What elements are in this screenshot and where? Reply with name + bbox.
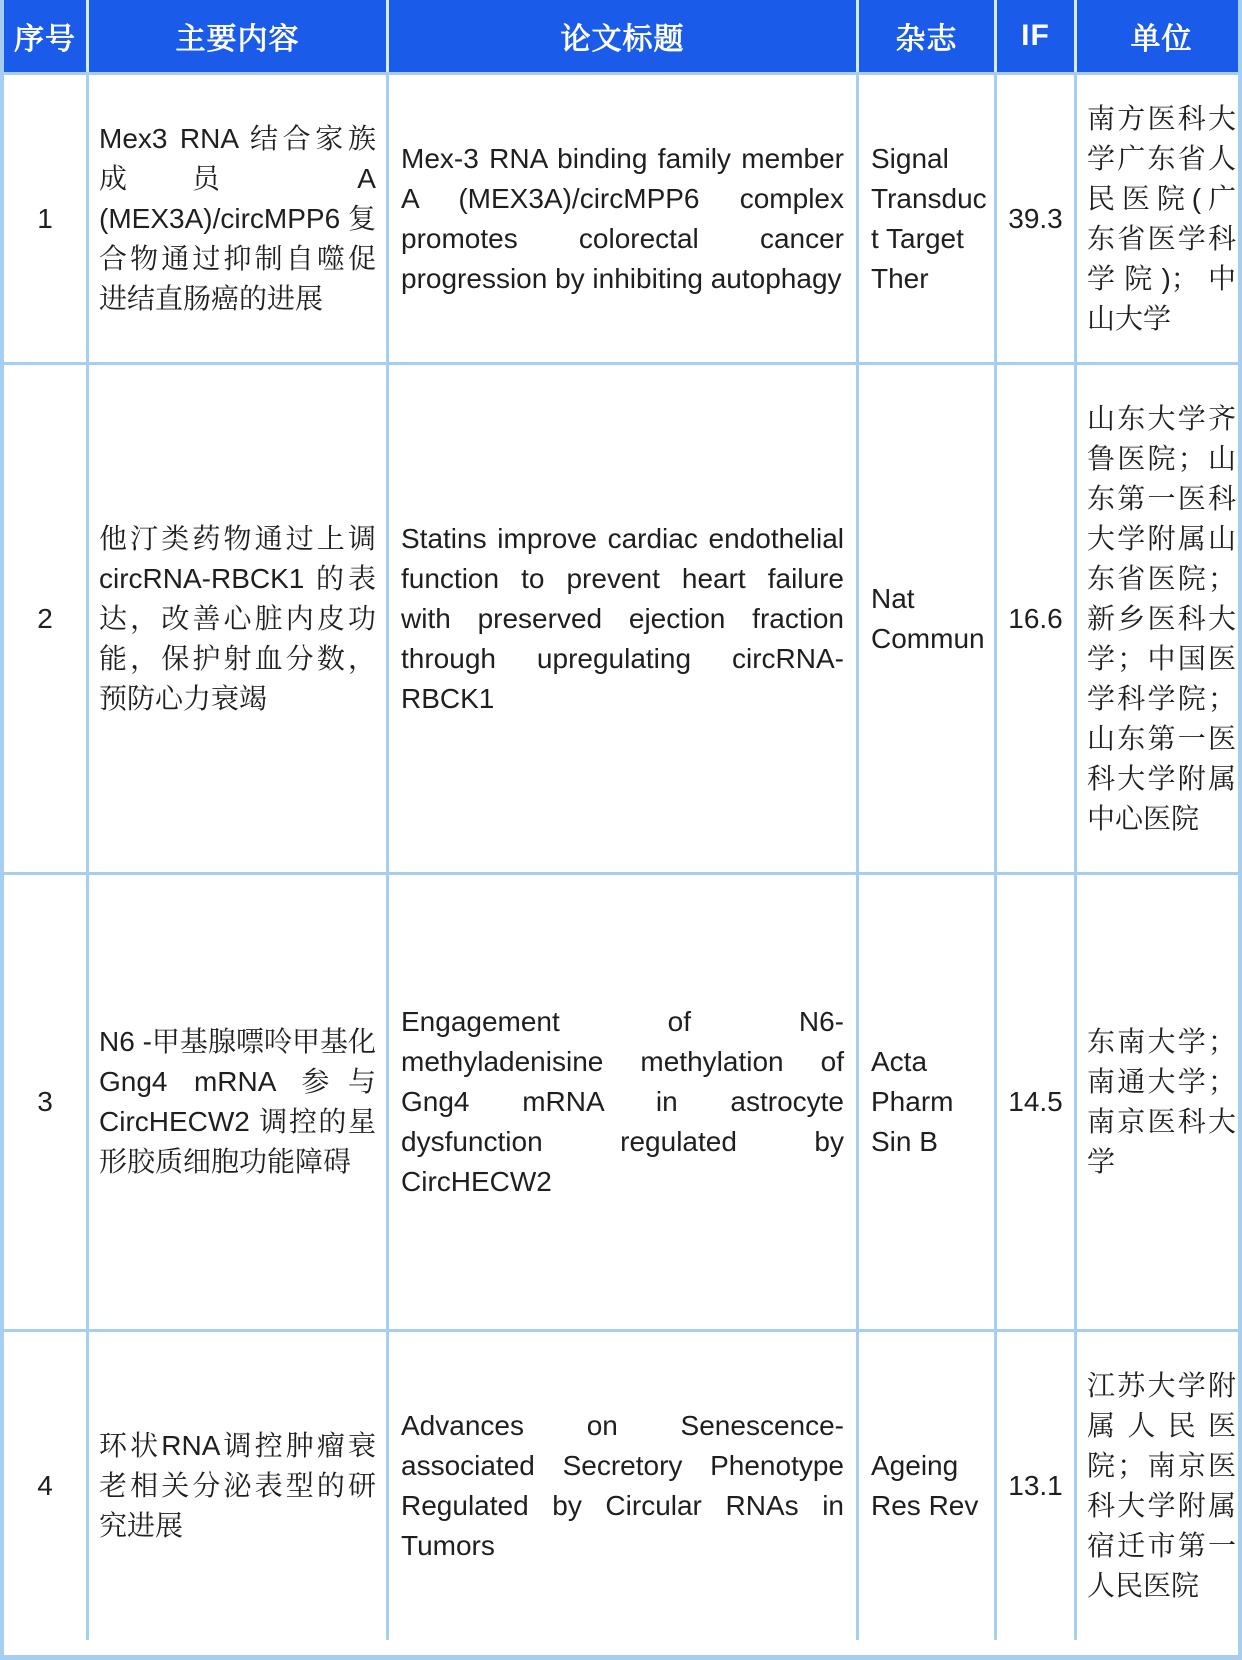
cell-index: 3 [4, 872, 89, 1329]
cell-journal: Ageing Res Rev [859, 1329, 997, 1640]
table-row [4, 72, 1242, 362]
col-header-affiliation: 单位 [1077, 0, 1242, 72]
col-header-title: 论文标题 [389, 0, 859, 72]
cell-affiliation: 南方医科大学广东省人民医院(广东省医学科学院)；中山大学 [1077, 72, 1242, 362]
cell-paper-title: Advances on Senescence-associated Secretory Phenotype Regulated by Circular RNAs in Tumors [389, 1329, 859, 1640]
papers-table [4, 0, 1242, 1640]
cell-affiliation: 江苏大学附属人民医院；南京医科大学附属宿迁市第一人民医院 [1077, 1329, 1242, 1640]
cell-journal: Signal Transduct Target Ther [859, 72, 997, 362]
cell-paper-title: Statins improve cardiac endothelial function to prevent heart failure with preserved ejection fraction through upregulating circRNA-RBCK1 [389, 362, 859, 872]
table-row [4, 362, 1242, 872]
cell-index: 1 [4, 72, 89, 362]
cell-affiliation: 山东大学齐鲁医院；山东第一医科大学附属山东省医院；新乡医科大学；中国医学科学院；山东第一医科大学附属中心医院 [1077, 362, 1242, 872]
col-header-content: 主要内容 [89, 0, 389, 72]
cell-content-cn: 环状RNA调控肿瘤衰老相关分泌表型的研究进展 [89, 1329, 389, 1640]
cell-content-cn: Mex3 RNA 结合家族成员 A (MEX3A)/circMPP6 复合物通过抑制自噬促进结直肠癌的进展 [89, 72, 389, 362]
col-header-if: IF [997, 0, 1077, 72]
cell-content-cn: 他汀类药物通过上调 circRNA-RBCK1 的表达，改善心脏内皮功能，保护射血分数，预防心力衰竭 [89, 362, 389, 872]
table-row [4, 872, 1242, 1329]
cell-paper-title: Engagement of N6-methyladenisine methylation of Gng4 mRNA in astrocyte dysfunction regulated by CircHECW2 [389, 872, 859, 1329]
header-row [4, 0, 1242, 72]
cell-impact-factor: 13.1 [997, 1329, 1077, 1640]
cell-impact-factor: 39.3 [997, 72, 1077, 362]
cell-impact-factor: 16.6 [997, 362, 1077, 872]
cell-index: 2 [4, 362, 89, 872]
table-row [4, 1329, 1242, 1640]
col-header-index: 序号 [4, 0, 89, 72]
cell-content-cn: N6 -甲基腺嘌呤甲基化 Gng4 mRNA 参与 CircHECW2 调控的星形胶质细胞功能障碍 [89, 872, 389, 1329]
cell-paper-title: Mex-3 RNA binding family member A (MEX3A)/circMPP6 complex promotes colorectal cancer progression by inhibiting autophagy [389, 72, 859, 362]
col-header-journal: 杂志 [859, 0, 997, 72]
cell-journal: Acta Pharm Sin B [859, 872, 997, 1329]
cell-impact-factor: 14.5 [997, 872, 1077, 1329]
cell-journal: Nat Commun [859, 362, 997, 872]
cell-index: 4 [4, 1329, 89, 1640]
cell-affiliation: 东南大学；南通大学；南京医科大学 [1077, 872, 1242, 1329]
